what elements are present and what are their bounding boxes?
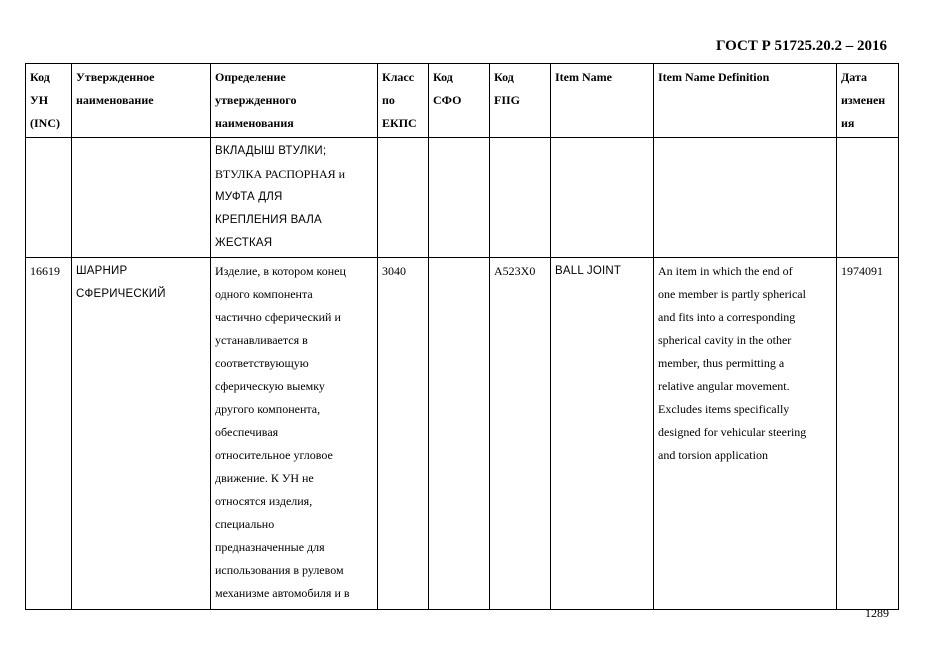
cell-line: сферическую выемку	[215, 379, 325, 393]
column-header-line: Код	[494, 70, 514, 84]
cell-line: and torsion application	[658, 448, 768, 462]
column-header-line: Утвержденное	[76, 70, 155, 84]
cell-value: 16619	[30, 264, 60, 278]
column-header	[378, 64, 429, 138]
cell-line: относительное угловое	[215, 448, 333, 462]
column-header-line: утвержденного	[215, 93, 297, 107]
sfo-code-cell	[429, 258, 490, 610]
column-header-line: Класс	[382, 70, 415, 84]
cell-line: движение. К УН не	[215, 471, 314, 485]
approved-name-cell	[72, 258, 211, 610]
page-number: 1289	[865, 606, 889, 620]
cell-line: ВКЛАДЫШ ВТУЛКИ;	[215, 145, 327, 157]
fiig-code-cell	[490, 258, 551, 610]
cell-line: КРЕПЛЕНИЯ ВАЛА	[215, 214, 322, 226]
column-header-line: по	[382, 93, 395, 107]
cell-line: designed for vehicular steering	[658, 425, 807, 439]
cell-line: МУФТА ДЛЯ	[215, 191, 283, 203]
cell-line: Изделие, в котором конец	[215, 264, 346, 278]
classifier-table	[25, 63, 899, 610]
class-cell	[378, 138, 429, 258]
column-header	[490, 64, 551, 138]
cell-line: другого компонента,	[215, 402, 321, 416]
column-header-line: Item Name	[555, 70, 612, 84]
cell-line: ЖЕСТКАЯ	[215, 237, 273, 249]
column-header-line: СФО	[433, 93, 462, 107]
column-header-line: наименования	[215, 116, 294, 130]
column-header-line: Код	[30, 70, 50, 84]
inc-code-cell	[26, 258, 72, 610]
definition-cell	[211, 258, 378, 610]
cell-value: BALL JOINT	[555, 265, 622, 277]
cell-line: ВТУЛКА РАСПОРНАЯ и	[215, 167, 346, 181]
table-header-row	[26, 64, 899, 138]
column-header-line: ия	[841, 116, 855, 130]
cell-line: механизме автомобиля и в	[215, 586, 350, 600]
cell-line: relative angular movement.	[658, 379, 790, 393]
cell-line: ШАРНИР	[76, 265, 128, 277]
cell-line: соответствующую	[215, 356, 309, 370]
cell-line: предназначенные для	[215, 540, 325, 554]
cell-line: специально	[215, 517, 275, 531]
item-definition-cell	[654, 258, 837, 610]
cell-line: обеспечивая	[215, 425, 279, 439]
column-header	[26, 64, 72, 138]
cell-line: устанавливается в	[215, 333, 308, 347]
column-header-line: УН	[30, 93, 49, 107]
change-date-cell	[837, 258, 899, 610]
column-header-line: ЕКПС	[382, 116, 417, 130]
column-header-line: Дата	[841, 70, 867, 84]
cell-line: относятся изделия,	[215, 494, 313, 508]
document-header: ГОСТ Р 51725.20.2 – 2016	[715, 38, 887, 54]
cell-line: частично сферический и	[215, 310, 341, 324]
cell-line: СФЕРИЧЕСКИЙ	[76, 288, 166, 300]
column-header-line: наименование	[76, 93, 154, 107]
column-header	[551, 64, 654, 138]
cell-line: one member is partly spherical	[658, 287, 806, 301]
item-name-cell	[551, 258, 654, 610]
class-cell	[378, 258, 429, 610]
cell-line: Excludes items specifically	[658, 402, 790, 416]
cell-line: spherical cavity in the other	[658, 333, 792, 347]
definition-cell	[211, 138, 378, 258]
column-header-line: Определение	[215, 70, 286, 84]
approved-name-cell	[72, 138, 211, 258]
item-name-cell	[551, 138, 654, 258]
column-header	[837, 64, 899, 138]
cell-line: and fits into a corresponding	[658, 310, 796, 324]
sfo-code-cell	[429, 138, 490, 258]
cell-value: 3040	[382, 264, 406, 278]
cell-value: A523X0	[494, 264, 536, 278]
column-header	[211, 64, 378, 138]
cell-line: member, thus permitting a	[658, 356, 785, 370]
cell-line: An item in which the end of	[658, 264, 793, 278]
table-row	[26, 258, 899, 610]
column-header-line: (INC)	[30, 116, 60, 130]
cell-line: использования в рулевом	[215, 563, 344, 577]
column-header	[72, 64, 211, 138]
cell-value: 1974091	[841, 264, 883, 278]
column-header-line: FIIG	[494, 93, 521, 107]
column-header-line: Код	[433, 70, 453, 84]
column-header	[429, 64, 490, 138]
table-row	[26, 138, 899, 258]
column-header-line: изменен	[841, 93, 886, 107]
inc-code-cell	[26, 138, 72, 258]
change-date-cell	[837, 138, 899, 258]
column-header-line: Item Name Definition	[658, 70, 770, 84]
item-definition-cell	[654, 138, 837, 258]
column-header	[654, 64, 837, 138]
cell-line: одного компонента	[215, 287, 313, 301]
fiig-code-cell	[490, 138, 551, 258]
